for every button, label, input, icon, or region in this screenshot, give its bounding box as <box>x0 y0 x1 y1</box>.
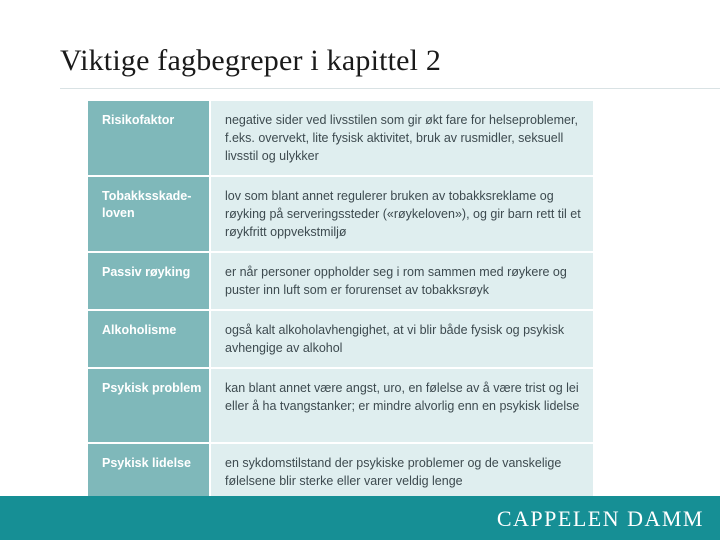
definition-cell: er når personer oppholder seg i rom sammen med røykere og puster inn luft som er forurenset av tobakksrøyk <box>211 253 593 309</box>
slide-title: Viktige fagbegreper i kapittel 2 <box>60 44 442 77</box>
term-cell: Risikofaktor <box>88 101 211 175</box>
term-cell: Alkoholisme <box>88 311 211 367</box>
table-row <box>88 369 593 444</box>
title-divider <box>60 88 720 89</box>
concepts-table <box>88 101 593 499</box>
footer-bar <box>0 496 720 540</box>
definition-cell: en sykdomstilstand der psykiske problemer og de vanskelige følelsene blir sterke eller varer veldig lenge <box>211 444 593 499</box>
table-row <box>88 444 593 499</box>
term-cell: Psykisk lidelse <box>88 444 211 499</box>
term-cell: Psykisk problem <box>88 369 211 442</box>
table-row <box>88 311 593 369</box>
definition-cell: også kalt alkoholavhengighet, at vi blir både fysisk og psykisk avhengige av alkohol <box>211 311 593 367</box>
term-cell: Tobakksskade- loven <box>88 177 211 251</box>
definition-cell: kan blant annet være angst, uro, en følelse av å være trist og lei eller å ha tvangstanker; er mindre alvorlig enn en psykisk lidelse <box>211 369 593 442</box>
table-row <box>88 253 593 311</box>
publisher-logo: CAPPELEN DAMM <box>496 506 704 531</box>
table-row <box>88 101 593 177</box>
definition-cell: lov som blant annet regulerer bruken av tobakksreklame og røyking på serveringssteder («røykeloven»), og gir barn rett til et røykfritt oppvekstmiljø <box>211 177 593 251</box>
definition-cell: negative sider ved livsstilen som gir økt fare for helseproblemer, f.eks. overvekt, lite fysisk aktivitet, bruk av rusmidler, seksuell livsstil og ulykker <box>211 101 593 175</box>
table-row <box>88 177 593 253</box>
term-cell: Passiv røyking <box>88 253 211 309</box>
